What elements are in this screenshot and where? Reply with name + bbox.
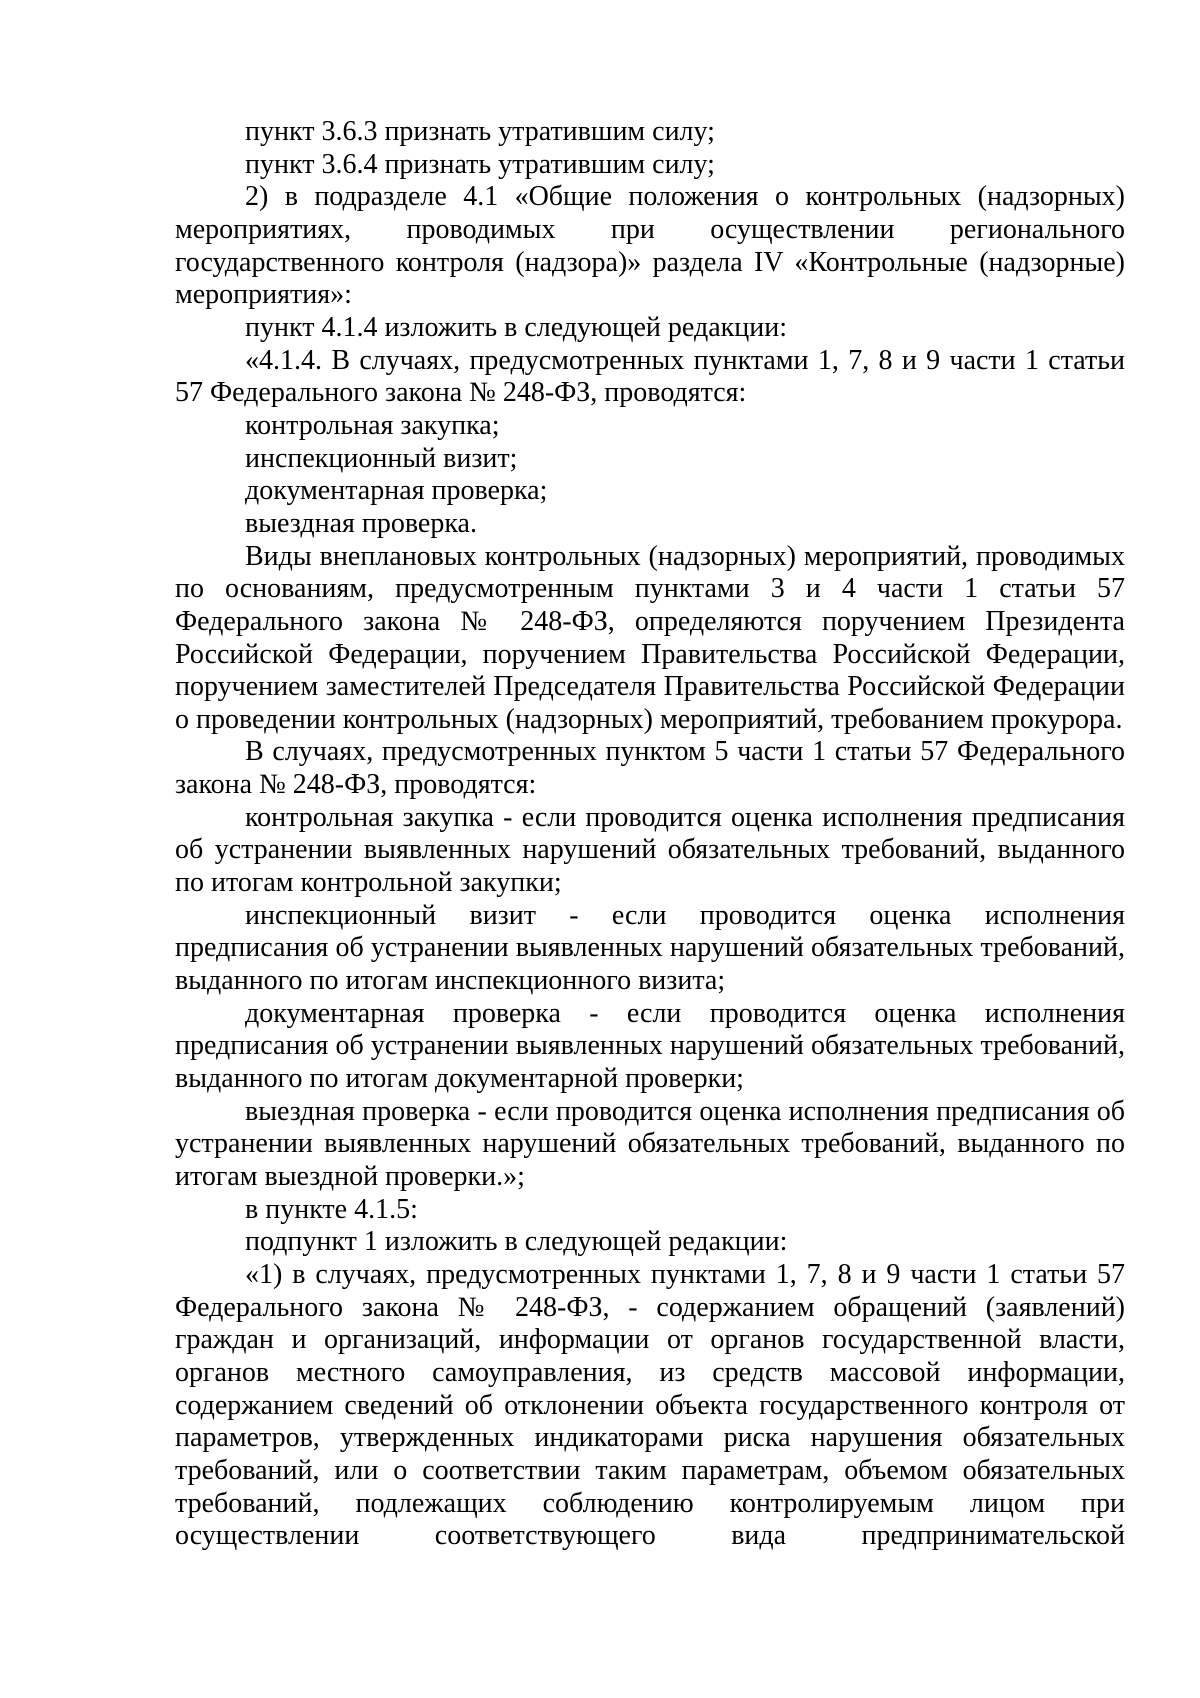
paragraph-3: 2) в подразделе 4.1 «Общие положения о контрольных (надзорных) мероприятиях, проводимых при осуществлении регионального государственного контроля (надзора)» раздела IV «Контрольные (надзорные) мероприятия»:: [175, 181, 1125, 311]
paragraph-4: пункт 4.1.4 изложить в следующей редакции:: [245, 311, 787, 343]
paragraph-13: инспекционный визит - если проводится оценка исполнения предписания об устранении выявленных нарушений обязательных требований, выданного по итогам инспекционного визита;: [175, 899, 1125, 997]
paragraph-14: документарная проверка - если проводится оценка исполнения предписания об устранении выявленных нарушений обязательных требований, выданного по итогам документарной проверки;: [175, 997, 1125, 1095]
paragraph-10: Виды внеплановых контрольных (надзорных) мероприятий, проводимых по основаниям, предусмотренным пунктами 3 и 4 части 1 статьи 57 Федерального закона № 248-ФЗ, определяются поручением Президента Российской Федерации, поручением Правительства Российской Федерации, поручением заместителей Председателя Правительства Российской Федерации о проведении контрольных (надзорных) мероприятий, требованием прокурора.: [175, 540, 1125, 735]
paragraph-9: выездная проверка.: [245, 507, 477, 539]
paragraph-15: выездная проверка - если проводится оценка исполнения предписания об устранении выявленных нарушений обязательных требований, выданного по итогам выездной проверки.»;: [175, 1095, 1125, 1192]
paragraph-16: в пункте 4.1.5:: [245, 1193, 418, 1225]
paragraph-6: контрольная закупка;: [245, 409, 500, 441]
paragraph-1: пункт 3.6.3 признать утратившим силу;: [245, 116, 715, 147]
paragraph-5: «4.1.4. В случаях, предусмотренных пунктами 1, 7, 8 и 9 части 1 статьи 57 Федерального закона № 248-ФЗ, проводятся:: [175, 344, 1125, 409]
paragraph-11: В случаях, предусмотренных пунктом 5 части 1 статьи 57 Федерального закона № 248-ФЗ, проводятся:: [175, 736, 1125, 801]
paragraph-12: контрольная закупка - если проводится оценка исполнения предписания об устранении выявленных нарушений обязательных требований, выданного по итогам контрольной закупки;: [175, 801, 1125, 899]
paragraph-17: подпункт 1 изложить в следующей редакции:: [245, 1226, 788, 1258]
paragraph-18: «1) в случаях, предусмотренных пунктами 1, 7, 8 и 9 части 1 статьи 57 Федерального закона № 248-ФЗ, - содержанием обращений (заявлений) граждан и организаций, информации от органов государственной власти, органов местного самоуправления, из средств массовой информации, содержанием сведений об отклонении объекта государственного контроля от параметров, утвержденных индикаторами риска нарушения обязательных требований, или о соответствии таким параметрам, объемом обязательных требований, подлежащих соблюдению контролируемым лицом при осуществлении соответствующего вида предпринимательской: [175, 1258, 1125, 1552]
document-body: [175, 116, 1125, 1553]
paragraph-2: пункт 3.6.4 признать утратившим силу;: [245, 148, 715, 180]
paragraph-8: документарная проверка;: [245, 475, 548, 507]
paragraph-7: инспекционный визит;: [245, 442, 518, 474]
